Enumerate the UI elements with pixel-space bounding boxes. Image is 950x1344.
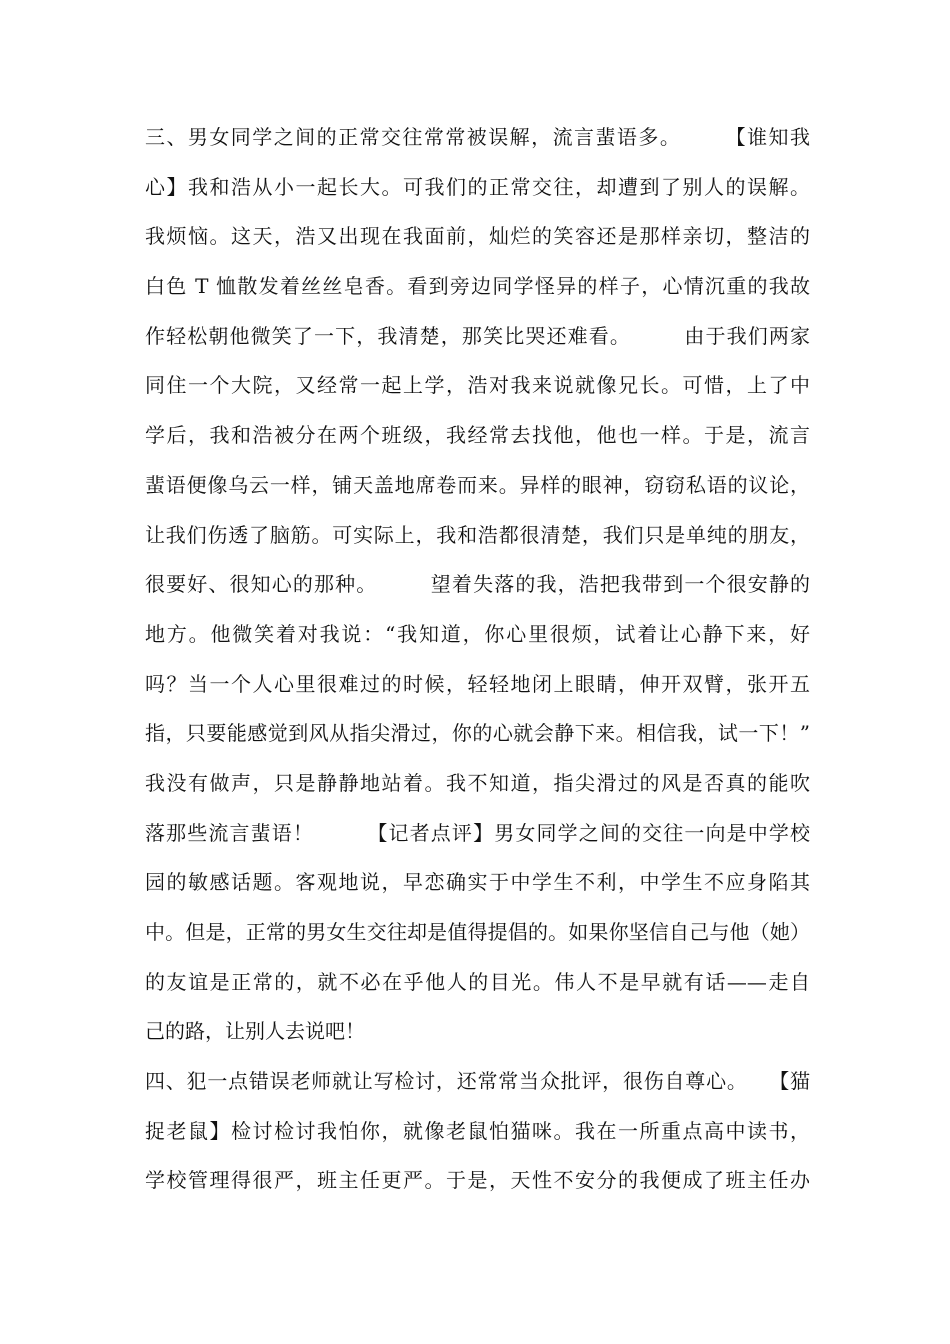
text-line: 三、男女同学之间的正常交往常常被误解，流言蜚语多。 【谁知我	[145, 125, 810, 149]
text-line: 学校管理得很严，班主任更严。于是，天性不安分的我便成了班主任办	[145, 1168, 810, 1193]
text-line: 我没有做声，只是静静地站着。我不知道，指尖滑过的风是否真的能吹	[145, 770, 810, 795]
text-line: 同住一个大院，又经常一起上学，浩对我来说就像兄长。可惜，上了中	[145, 373, 810, 398]
text-line: 白色 T 恤散发着丝丝皂香。看到旁边同学怪异的样子，心情沉重的我故	[145, 274, 810, 299]
text-line: 落那些流言蜚语！ 【记者点评】男女同学之间的交往一向是中学校	[145, 820, 810, 845]
text-line: 的友谊是正常的，就不必在乎他人的目光。伟人不是早就有话——走自	[145, 969, 810, 994]
document-body	[145, 113, 810, 1206]
text-line: 让我们伤透了脑筋。可实际上，我和浩都很清楚，我们只是单纯的朋友，	[145, 522, 810, 547]
text-line: 中。但是，正常的男女生交往却是值得提倡的。如果你坚信自己与他（她）	[145, 920, 810, 944]
text-line: 己的路，让别人去说吧！	[145, 1019, 365, 1044]
text-line: 学后，我和浩被分在两个班级，我经常去找他，他也一样。于是，流言	[145, 423, 810, 448]
text-line: 我烦恼。这天，浩又出现在我面前，灿烂的笑容还是那样亲切，整洁的	[145, 224, 810, 249]
text-line: 地方。他微笑着对我说：“我知道，你心里很烦，试着让心静下来，好	[145, 621, 810, 646]
text-line: 捉老鼠】检讨检讨我怕你，就像老鼠怕猫咪。我在一所重点高中读书，	[145, 1118, 810, 1143]
text-line: 吗？当一个人心里很难过的时候，轻轻地闭上眼睛，伸开双臂，张开五	[145, 671, 810, 696]
text-line: 园的敏感话题。客观地说，早恋确实于中学生不利，中学生不应身陷其	[145, 870, 810, 895]
text-line: 四、犯一点错误老师就让写检讨，还常常当众批评，很伤自尊心。 【猫	[145, 1069, 810, 1094]
text-line: 作轻松朝他微笑了一下，我清楚，那笑比哭还难看。 由于我们两家	[145, 323, 810, 348]
text-line: 心】我和浩从小一起长大。可我们的正常交往，却遭到了别人的误解。	[145, 174, 810, 199]
text-line: 指，只要能感觉到风从指尖滑过，你的心就会静下来。相信我，试一下！”	[145, 721, 810, 746]
text-line: 蜚语便像乌云一样，铺天盖地席卷而来。异样的眼神，窃窃私语的议论，	[145, 472, 810, 497]
text-line: 很要好、很知心的那种。 望着失落的我，浩把我带到一个很安静的	[145, 572, 810, 597]
